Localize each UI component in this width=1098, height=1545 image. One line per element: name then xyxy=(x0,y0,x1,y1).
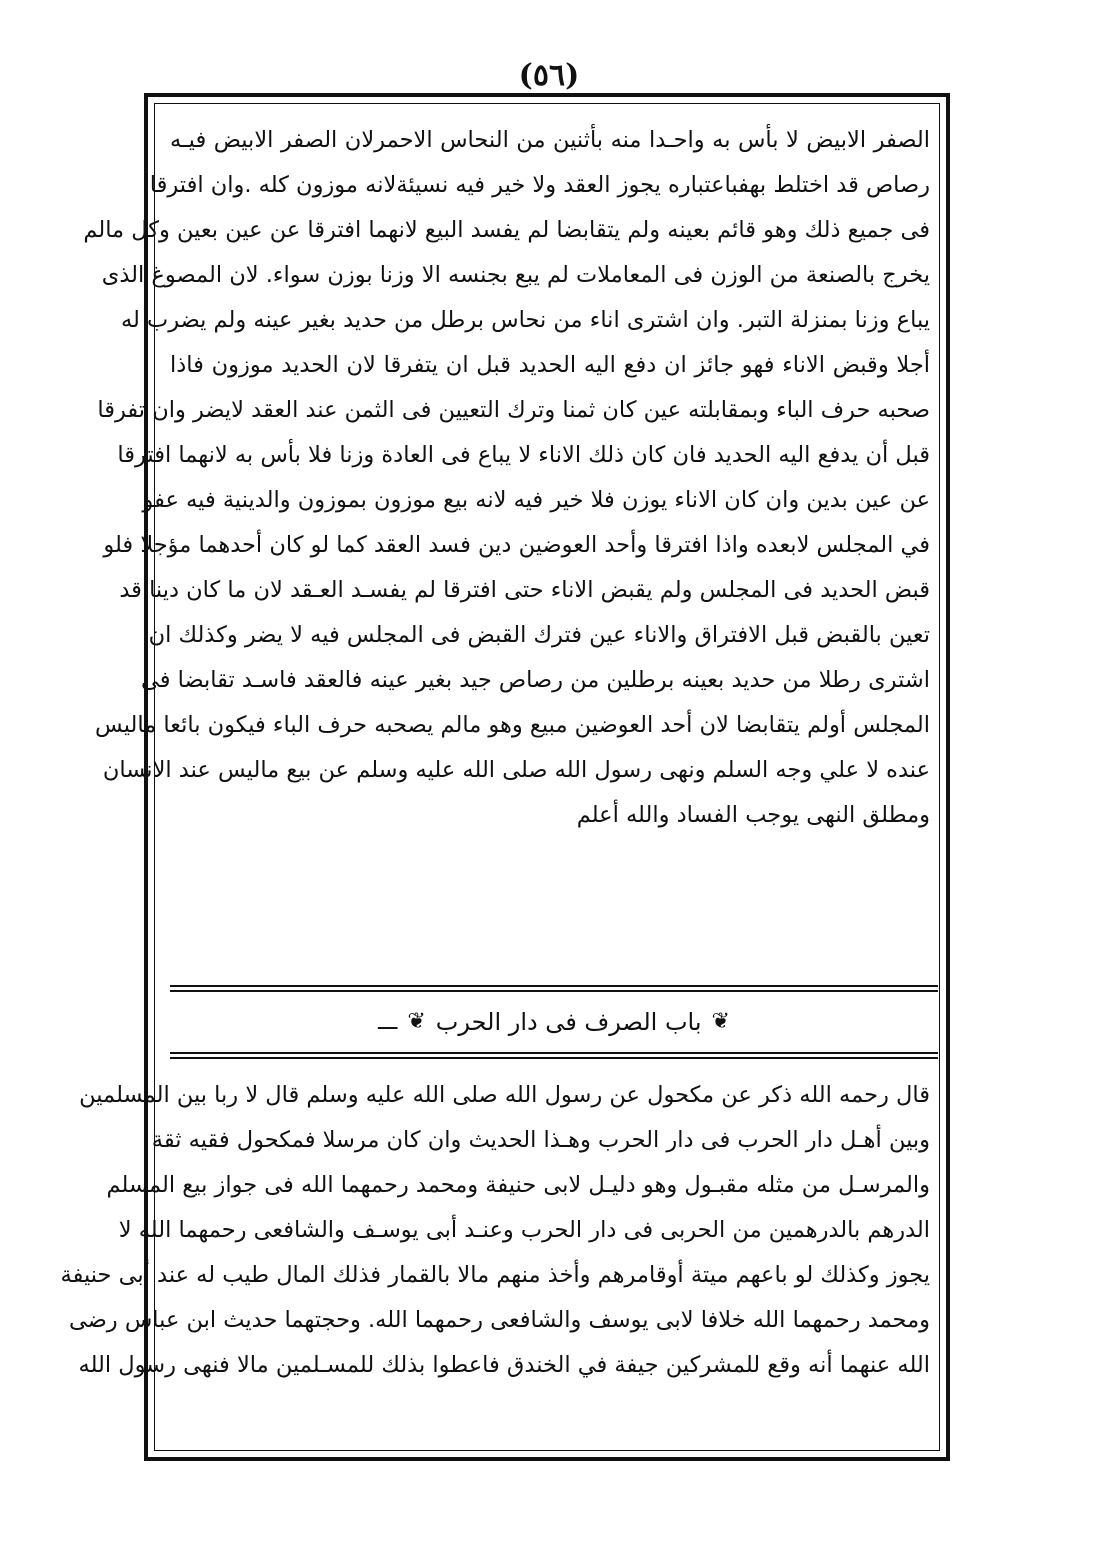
chapter-title: باب الصرف فى دار الحرب xyxy=(435,1008,702,1036)
text-line: عنده لا علي وجه السلم ونهى رسول الله صلى الله عليه وسلم عن بيع ماليس عند الانسان xyxy=(102,757,930,783)
ornament-icon: ❦ xyxy=(711,1009,730,1034)
text-line: عن عين بدين وان كان الاناء يوزن فلا خير فيه لانه بيع موزون بموزون والدينية فيه عفو xyxy=(142,487,930,513)
text-line: قال رحمه الله ذكر عن مكحول عن رسول الله صلى الله عليه وسلم قال لا ربا بين المسلمين xyxy=(79,1082,930,1108)
text-line: فى جميع ذلك وهو قائم بعينه ولم يتقابضا لم يفسد البيع لانهما افترقا عن عين بعين وكل مالم xyxy=(83,217,930,243)
text-line: يخرج بالصنعة من الوزن فى المعاملات لم يبع بجنسه الا وزنا بوزن سواء. لان المصوغ الذى xyxy=(101,262,930,288)
text-line: صحبه حرف الباء وبمقابلته عين كان ثمنا وترك التعيين فى الثمن عند العقد لايضر وان تفرقا xyxy=(97,397,930,423)
text-line: اشترى رطلا من حديد بعينه برطلين من رصاص جيد بغير عينه فالعقد فاسـد تقابضا فى xyxy=(140,667,930,693)
text-line: يباع وزنا بمنزلة التبر. وان اشترى اناء من نحاس برطل من حديد بغير عينه ولم يضرب له xyxy=(120,307,930,333)
heading-dash: ـــ xyxy=(378,1009,398,1035)
text-line: يجوز وكذلك لو باعهم ميتة أوقامرهم وأخذ منهم مالا بالقمار فذلك المال طيب له عند أبى حنيفة xyxy=(60,1262,930,1288)
text-line: الصفر الابيض لا بأس به واحـدا منه بأثنين من النحاس الاحمرلان الصفر الابيض فيـه xyxy=(170,127,930,153)
divider-rule xyxy=(170,985,938,987)
page-number: (٥٦) xyxy=(518,58,580,93)
text-line: تعين بالقبض قبل الافتراق والاناء عين فترك القبض فى المجلس فيه لا يضر وكذلك ان xyxy=(148,622,930,648)
text-line: وبين أهـل دار الحرب فى دار الحرب وهـذا الحديث وان كان مرسلا فمكحول فقيه ثقة xyxy=(151,1127,930,1153)
text-line: رصاص قد اختلط بهفباعتباره يجوز العقد ولا خير فيه نسيئةلانه موزون كله .وان افترقا xyxy=(149,172,930,198)
text-line: الدرهم بالدرهمين من الحربى فى دار الحرب وعنـد أبى يوسـف والشافعى رحمهما الله لا xyxy=(118,1217,930,1243)
text-line: ومطلق النهى يوجب الفساد والله أعلم xyxy=(576,802,930,828)
text-line: والمرسـل من مثله مقبـول وهو دليـل لابى حنيفة ومحمد رحمهما الله فى جواز بيع المسلم xyxy=(106,1172,930,1198)
text-line: أجلا وقبض الاناء فهو جائز ان دفع اليه الحديد قبل ان يتفرقا لان الحديد موزون فاذا xyxy=(170,352,930,378)
text-line: قبض الحديد فى المجلس ولم يقبض الاناء حتى افترقا لم يفسـد العـقد لان ما كان دينا قد xyxy=(119,577,930,603)
divider-rule xyxy=(170,990,938,992)
text-line: في المجلس لابعده واذا افترقا وأحد العوضين دين فسد العقد كما لو كان أحدهما مؤجلا فلو xyxy=(103,532,930,558)
paragraph-1 xyxy=(83,118,930,838)
text-line: الله عنهما أنه وقع للمشركين جيفة في الخندق فاعطوا بذلك للمسـلمين مالا فنهى رسول الله xyxy=(78,1352,930,1378)
paragraph-2 xyxy=(60,1073,930,1388)
chapter-heading xyxy=(170,1000,938,1044)
divider-rule xyxy=(170,1057,938,1059)
text-line: قبل أن يدفع اليه الحديد فان كان ذلك الاناء لا يباع فى العادة وزنا فلا بأس به لانهما افترقا xyxy=(117,442,930,468)
divider-rule xyxy=(170,1052,938,1054)
ornament-icon: ❦ xyxy=(407,1009,426,1034)
text-line: المجلس أولم يتقابضا لان أحد العوضين مبيع وهو مالم يصحبه حرف الباء فيكون بائعا ماليس xyxy=(95,712,930,738)
text-line: ومحمد رحمهما الله خلافا لابى يوسف والشافعى رحمهما الله. وحجتهما حديث ابن عباس رضى xyxy=(68,1307,930,1333)
